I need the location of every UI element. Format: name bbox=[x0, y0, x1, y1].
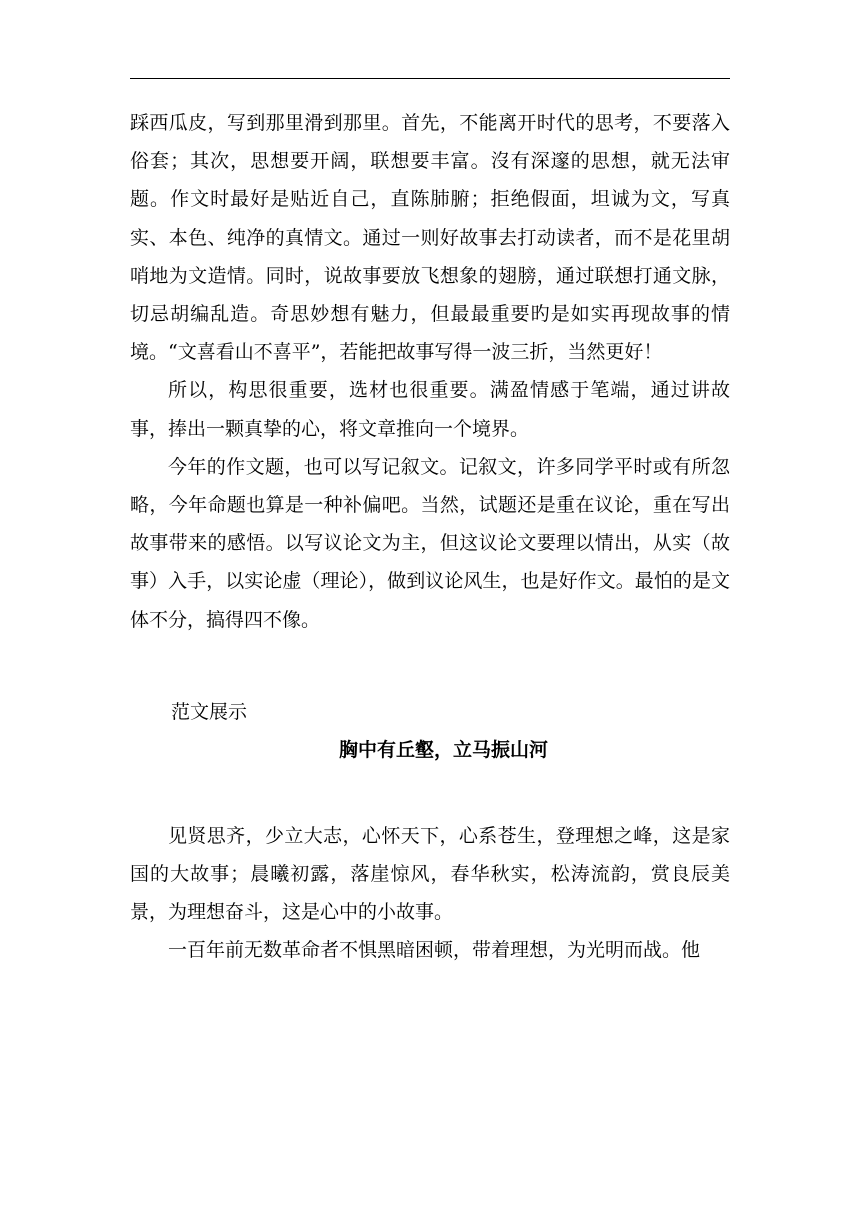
section-label: 范文展示 bbox=[171, 700, 248, 723]
body-paragraph-2: 所以，构思很重要，选材也很重要。满盈情感于笔端，通过讲故事，捧出一颗真挚的心，将文章推向一个境界。 bbox=[130, 379, 730, 440]
spacer bbox=[130, 639, 730, 693]
body-paragraph-3: 今年的作文题，也可以写记叙文。记叙文，许多同学平时或有所忽略，今年命题也算是一种补偏吧。当然，试题还是重在议论，重在写出故事带来的感悟。以写议论文为主，但这议论文要理以情出，从实（故事）入手，以实论虚（理论），做到议论风生，也是好作文。最怕的是文体不分，搞得四不像。 bbox=[130, 455, 730, 631]
essay-paragraph-2: 一百年前无数革命者不惧黑暗困顿，带着理想，为光明而战。他 bbox=[168, 939, 701, 962]
essay-title: 胸中有丘壑，立马振山河 bbox=[339, 738, 549, 761]
document-body bbox=[130, 104, 730, 970]
essay-paragraph-1: 见贤思齐，少立大志，心怀天下，心系苍生，登理想之峰，这是家国的大故事；晨曦初露，落崖惊风，春华秋实，松涛流韵，赏良辰美景，为理想奋斗，这是心中的小故事。 bbox=[130, 824, 730, 924]
header-rule bbox=[130, 78, 730, 79]
spacer bbox=[130, 769, 730, 817]
body-paragraph-1: 踩西瓜皮，写到那里滑到那里。首先，不能离开时代的思考，不要落入俗套；其次，思想要开阔，联想要丰富。沒有深邃的思想，就无法审题。作文时最好是贴近自己，直陈肺腑；拒绝假面，坦诚为文，写真实、本色、纯净的真情文。通过一则好故事去打动读者，而不是花里胡哨地为文造情。同时，说故事要放飞想象的翅膀，通过联想打通文脉，切忌胡编乱造。奇思妙想有魅力，但最最重要旳是如实再现故事的情境。“文喜看山不喜平”，若能把故事写得一波三折，当然更好！ bbox=[130, 112, 730, 364]
